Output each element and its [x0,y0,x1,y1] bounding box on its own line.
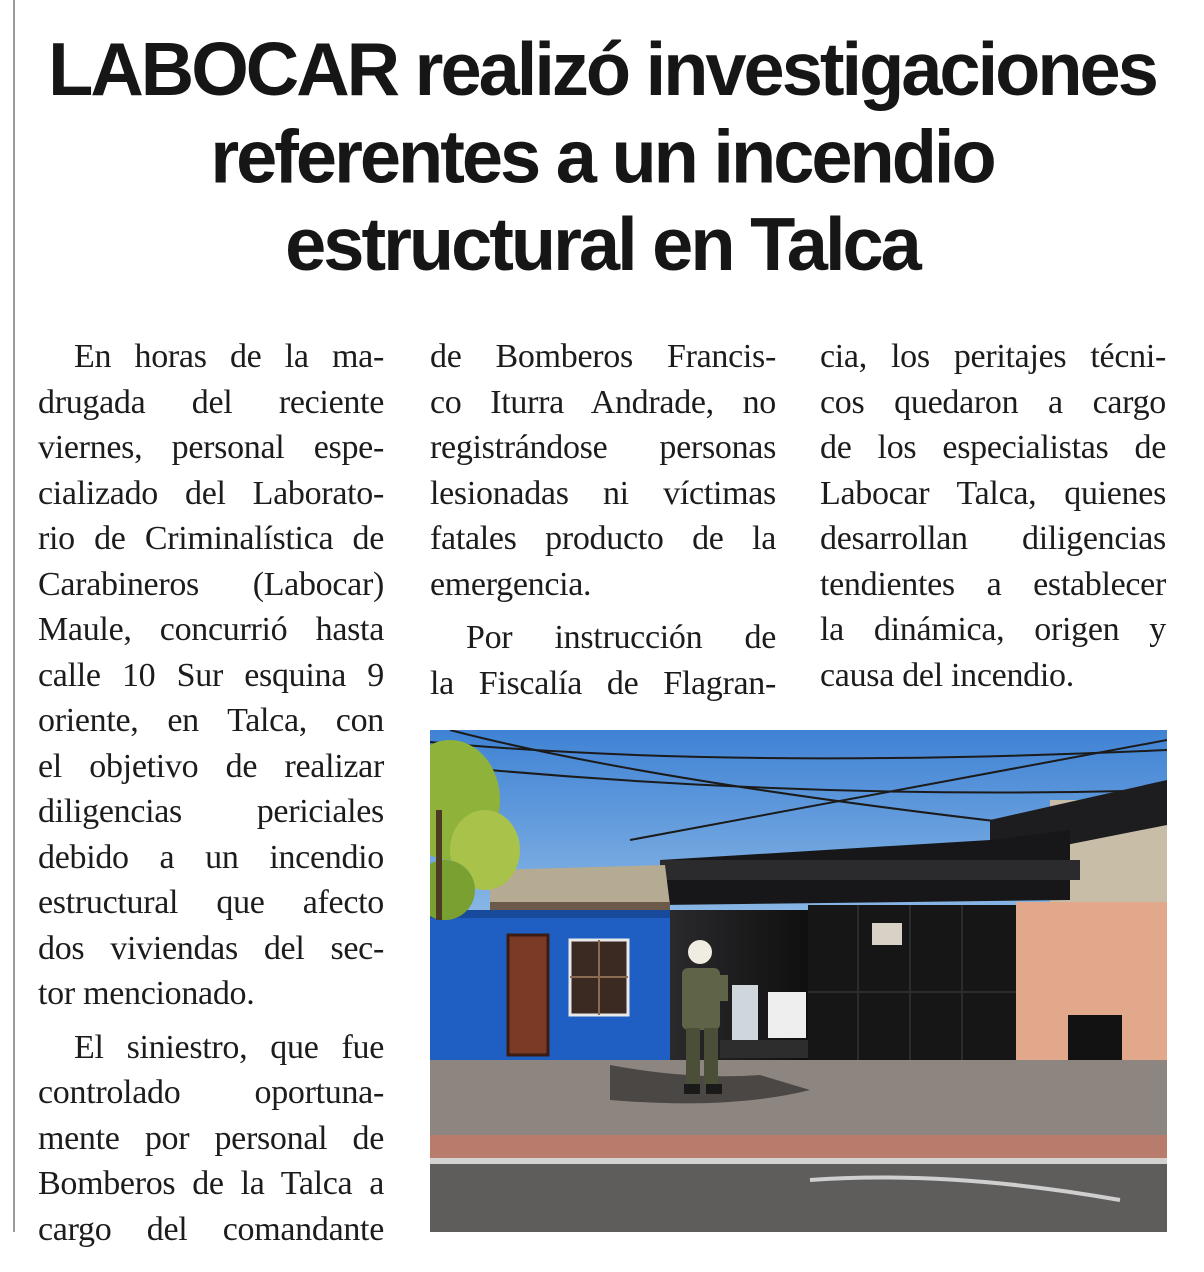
text-line: de Bomberos Francis- [430,338,776,375]
text-line: causa del incendio. [820,656,1074,694]
text-line: debido a un incendio [38,838,384,876]
text-line: Por instrucción de [466,619,776,656]
text-line: Bomberos de la Talca a [38,1165,384,1202]
paragraph [38,1025,384,1253]
article-column-3 [820,334,1166,706]
paragraph [430,615,776,706]
blue-house [430,910,670,1060]
text-line: dos viviendas del sec- [38,929,384,967]
text-line: Labocar Talca, quienes [820,474,1166,512]
headline-line: referentes a un incendio [210,114,994,199]
text-line: fatales producto de la [430,520,776,557]
gate-sign [872,923,902,945]
text-line: tor mencionado. [38,975,255,1012]
text-line: el objetivo de realizar [38,747,384,785]
headline [30,25,1174,288]
article-column-2 [430,334,776,714]
text-line: El siniestro, que fue [74,1028,384,1066]
text-line: drugada del reciente [38,383,384,421]
text-line: la dinámica, origen y [820,611,1166,648]
text-line: calle 10 Sur esquina 9 [38,656,384,694]
text-line: cia, los peritajes técni- [820,338,1166,375]
sidewalk [430,1060,1167,1140]
text-line: cializado del Laborato- [38,474,384,512]
text-line: co Iturra Andrade, no [430,383,776,421]
text-line: la Fiscalía de Flagran- [430,664,776,702]
text-line: mente por personal de [38,1119,384,1157]
text-line: cargo del comandante [38,1210,384,1248]
column-rule [13,0,15,1232]
text-line: En horas de la ma- [74,338,384,375]
article-column-1 [38,334,384,1260]
text-line: rio de Criminalística de [38,520,384,557]
text-line: Maule, concurrió hasta [38,611,384,648]
text-line: controlado oportuna- [38,1074,384,1111]
text-line: registrándose personas [430,429,776,466]
text-line: de los especialistas de [820,429,1166,466]
text-line: diligencias periciales [38,793,384,830]
road [430,1164,1167,1232]
article-photo [430,730,1167,1232]
text-line: emergencia. [430,565,592,603]
house-door [508,935,548,1055]
text-line: desarrollan diligencias [820,520,1166,557]
text-line: tendientes a establecer [820,565,1166,603]
text-line: estructural que afecto [38,884,384,921]
text-line: oriente, en Talca, con [38,702,384,739]
paragraph [430,334,776,607]
paragraph [38,334,384,1017]
text-line: viernes, personal espe- [38,429,384,466]
curb [430,1135,1167,1161]
text-line: Carabineros (Labocar) [38,565,384,603]
headline-line: estructural en Talca [285,201,919,287]
paragraph [820,334,1166,698]
text-line: cos quedaron a cargo [820,383,1166,421]
headline-line: LABOCAR realizó investigaciones [48,26,1156,112]
text-line: lesionadas ni víctimas [430,474,776,512]
